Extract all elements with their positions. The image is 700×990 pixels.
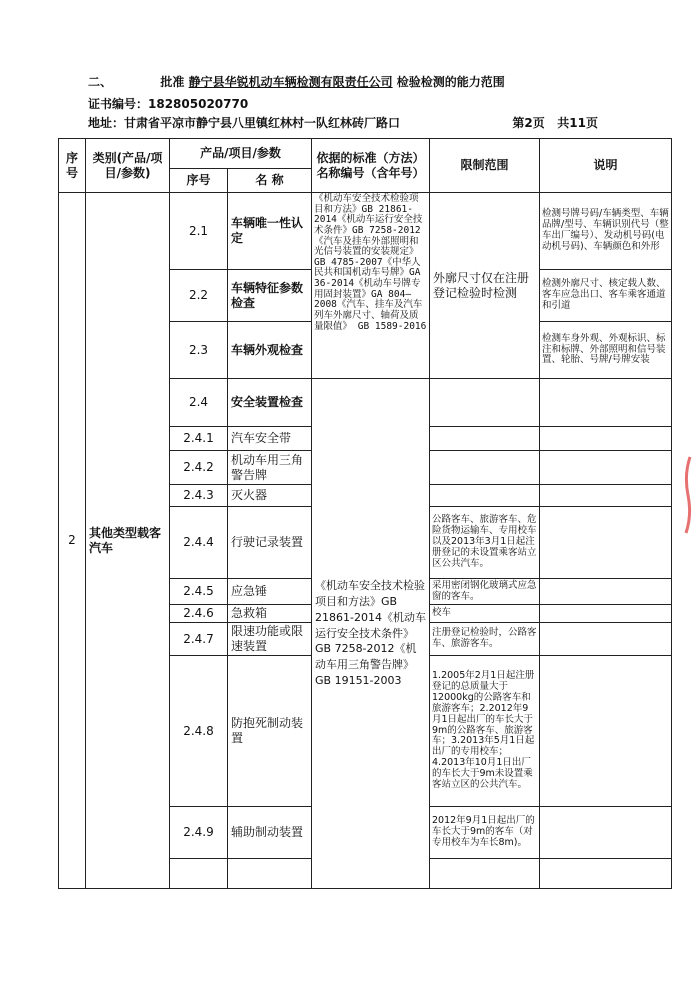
note-cell	[540, 623, 672, 656]
note-cell	[540, 379, 672, 427]
item-no: 2.4.5	[170, 579, 228, 605]
limit-cell: 校车	[430, 605, 540, 623]
item-no: 2.4.9	[170, 807, 228, 859]
empty-cell	[228, 859, 312, 889]
item-no: 2.4.1	[170, 427, 228, 451]
limit-cell	[430, 379, 540, 427]
item-name: 应急锤	[228, 579, 312, 605]
item-name: 车辆外观检查	[228, 322, 312, 379]
item-no: 2.4.4	[170, 507, 228, 579]
item-no: 2.4.6	[170, 605, 228, 623]
seal-stamp-edge	[676, 455, 696, 535]
item-name: 灭火器	[228, 485, 312, 507]
item-no: 2.3	[170, 322, 228, 379]
col-header-product: 产品/项目/参数	[170, 139, 312, 169]
company-name: 静宁县华锐机动车辆检测有限责任公司	[188, 75, 393, 89]
limit-cell	[430, 427, 540, 451]
item-name: 辅助制动装置	[228, 807, 312, 859]
item-name: 限速功能或限速装置	[228, 623, 312, 656]
certificate-number: 证书编号：182805020770	[88, 97, 249, 111]
category-cell: 其他类型载客汽车	[86, 193, 170, 889]
item-no: 2.4.3	[170, 485, 228, 507]
note-cell	[540, 451, 672, 485]
item-name: 急救箱	[228, 605, 312, 623]
col-header-sub-seq: 序号	[170, 169, 228, 193]
limit-cell	[430, 485, 540, 507]
item-name: 机动车用三角警告牌	[228, 451, 312, 485]
note-cell	[540, 807, 672, 859]
item-no: 2.4.7	[170, 623, 228, 656]
heading-approve: 批准	[160, 75, 185, 89]
item-no: 2.4.2	[170, 451, 228, 485]
address-line	[88, 114, 598, 131]
address: 地址：甘肃省平凉市静宁县八里镇红林村一队红林砖厂路口	[88, 116, 401, 130]
note-cell: 检测号牌号码/车辆类型、车辆品牌/型号、车辆识别代号（整车出厂编号）、发动机号码(电动机号码)、车辆颜色和外形	[540, 193, 672, 270]
standard-cell: 《机动车安全技术检验项目和方法》GB 21861-2014《机动车运行安全技术条件》GB 7258-2012《机动车用三角警告牌》GB 19151-2003	[312, 379, 430, 889]
note-cell: 检测外廓尺寸、核定载人数、客车应急出口、客车乘客通道和引道	[540, 270, 672, 322]
item-name: 防抱死制动装置	[228, 656, 312, 807]
note-cell	[540, 507, 672, 579]
page-total: 共11页	[557, 116, 598, 130]
col-header-standard: 依据的标准（方法）名称编号（含年号）	[312, 139, 430, 193]
limit-cell: 1.2005年2月1日起注册登记的总质量大于12000kg的公路客车和旅游客车；2.2012年9月1日起出厂的车长大于9m的公路客车、旅游客车；3.2013年5月1日起出厂的专用校车；4.2013年10月1日出厂的车长大于9m未设置乘客站立区的公共汽车。	[430, 656, 540, 807]
item-name: 汽车安全带	[228, 427, 312, 451]
empty-cell	[170, 859, 228, 889]
item-no: 2.4.8	[170, 656, 228, 807]
limit-cell: 外廓尺寸仅在注册登记检验时检测	[430, 193, 540, 379]
col-header-limit: 限制范围	[430, 139, 540, 193]
item-name: 车辆特征参数检查	[228, 270, 312, 322]
limit-cell: 公路客车、旅游客车、危险货物运输车、专用校车以及2013年3月1日起注册登记的未设置乘客站立区公共汽车。	[430, 507, 540, 579]
limit-cell: 2012年9月1日起出厂的车长大于9m的客车（对专用校车为车长8m)。	[430, 807, 540, 859]
col-header-note: 说明	[540, 139, 672, 193]
note-cell	[540, 427, 672, 451]
note-cell	[540, 605, 672, 623]
item-no: 2.1	[170, 193, 228, 270]
note-cell	[540, 485, 672, 507]
page-number: 第2页	[512, 116, 545, 130]
item-no: 2.4	[170, 379, 228, 427]
page-indicator	[512, 114, 598, 131]
col-header-category: 类别(产品/项目/参数)	[86, 139, 170, 193]
col-header-sub-name: 名 称	[228, 169, 312, 193]
standard-cell: 《机动车安全技术检验项目和方法》GB 21861-2014《机动车运行安全技术条件》GB 7258-2012《汽车及挂车外部照明和光信号装置的安装规定》GB 4785-2007《中华人民共和国机动车号牌》GA 36-2014《机动车号牌专用固封装置》GA 804—2008《汽车、挂车及汽车列车外廓尺寸、轴荷及质量限值》 GB 1589-2016	[312, 193, 430, 379]
document-heading	[88, 73, 505, 90]
note-cell: 检测车身外观、外观标识、标注和标牌、外部照明和信号装置、轮胎、号牌/号牌安装	[540, 322, 672, 379]
col-header-seq: 序号	[59, 139, 86, 193]
empty-cell	[430, 859, 540, 889]
note-cell	[540, 656, 672, 807]
item-name: 安全装置检查	[228, 379, 312, 427]
empty-cell	[540, 859, 672, 889]
heading-prefix: 二、	[88, 75, 113, 89]
limit-cell: 采用密闭钢化玻璃式应急窗的客车。	[430, 579, 540, 605]
main-seq-cell: 2	[59, 193, 86, 889]
item-name: 行驶记录装置	[228, 507, 312, 579]
item-name: 车辆唯一性认定	[228, 193, 312, 270]
capability-table	[58, 138, 672, 889]
heading-scope: 检验检测的能力范围	[396, 75, 505, 89]
note-cell	[540, 579, 672, 605]
limit-cell: 注册登记检验时，公路客车、旅游客车。	[430, 623, 540, 656]
item-no: 2.2	[170, 270, 228, 322]
limit-cell	[430, 451, 540, 485]
